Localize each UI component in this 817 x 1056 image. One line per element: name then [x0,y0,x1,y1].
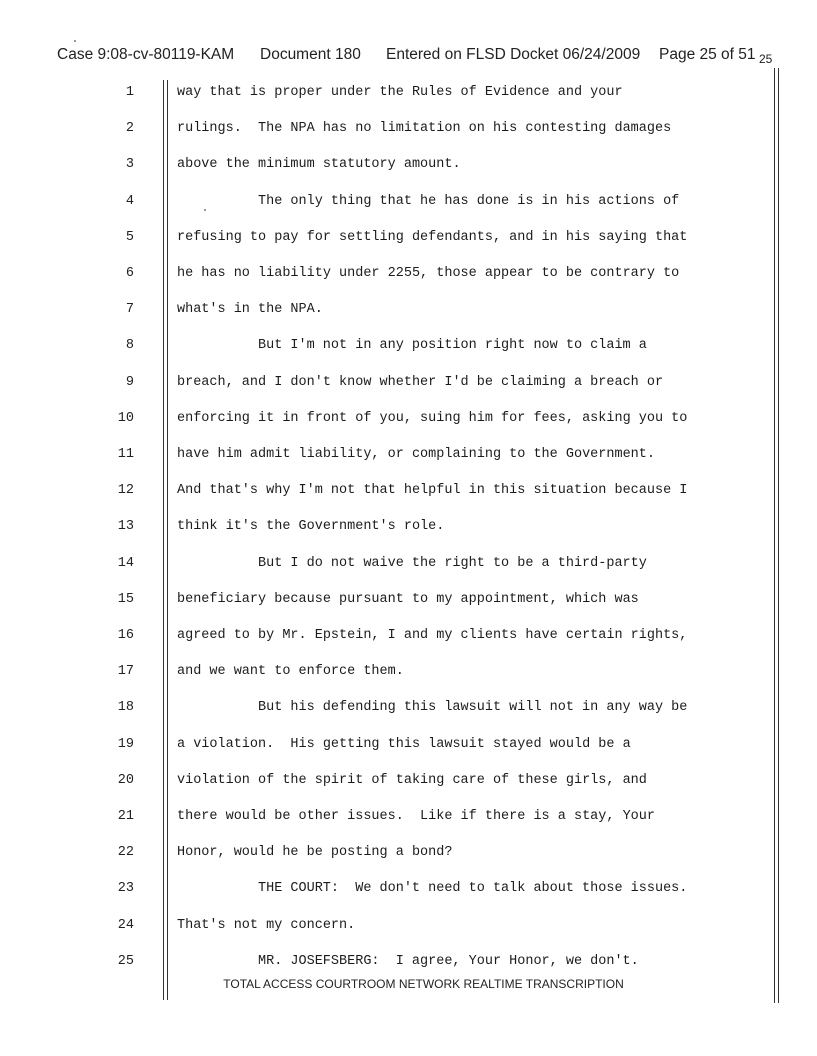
line-number: 3 [125,157,134,173]
transcript-line [0,737,817,757]
transcription-footer: TOTAL ACCESS COURTROOM NETWORK REALTIME TRANSCRIPTION [223,977,624,991]
line-text: breach, and I don't know whether I'd be claiming a breach or [177,374,664,390]
page-of: Page 25 of 51 [659,46,756,63]
line-text: agreed to by Mr. Epstein, I and my clients have certain rights, [177,628,688,643]
entered-date: Entered on FLSD Docket 06/24/2009 [386,46,641,63]
transcript-line [0,918,817,938]
line-text: he has no liability under 2255, those appear to be contrary to [177,266,680,281]
line-number: 25 [117,953,134,969]
line-text: rulings. The NPA has no limitation on his contesting damages [177,121,672,137]
line-text: above the minimum statutory amount. [177,157,461,173]
line-number: 19 [117,736,134,752]
line-text: there would be other issues. Like if there is a stay, Your [177,809,655,824]
line-text: have him admit liability, or complaining to the Government. [177,447,655,462]
transcript-line [0,121,817,141]
line-text: what's in the NPA. [177,302,323,318]
transcript-line [0,483,817,503]
line-number: 7 [125,302,134,318]
scan-speck [74,40,76,42]
line-number: 20 [117,772,134,788]
transcript-line [0,85,817,105]
transcript-line [0,664,817,684]
line-number: 17 [117,664,134,680]
line-number: 14 [117,555,134,571]
line-number: 2 [125,121,134,137]
line-text: THE COURT: We don't need to talk about those issues. [258,881,688,897]
line-number: 23 [117,881,134,897]
line-text: Honor, would he be posting a bond? [177,845,453,861]
transcript-line [0,881,817,901]
transcript-line [0,194,817,214]
transcript-line [0,809,817,829]
line-text: But I do not waive the right to be a third-party [258,555,647,571]
line-text: think it's the Government's role. [177,519,445,535]
transcript-line [0,556,817,576]
line-number: 4 [125,193,134,209]
transcript-line [0,628,817,648]
docket-header [57,46,767,66]
line-number: 8 [125,338,134,354]
line-text: refusing to pay for settling defendants, and in his saying that [177,229,688,245]
line-number: 22 [117,845,134,861]
line-text: MR. JOSEFSBERG: I agree, Your Honor, we don't. [258,953,639,969]
line-number: 11 [117,447,134,462]
scan-speck [204,209,206,211]
transcript-line [0,954,817,974]
line-text: But I'm not in any position right now to claim a [258,338,647,354]
line-number: 9 [125,374,134,390]
line-text: That's not my concern. [177,917,356,933]
document-number: Document 180 [260,46,361,63]
transcript-line [0,845,817,865]
transcript-line [0,411,817,431]
line-number: 16 [117,628,134,643]
line-number: 6 [125,266,134,281]
page-number: 25 [759,52,773,66]
case-number: Case 9:08-cv-80119-KAM [57,46,235,63]
transcript-line [0,375,817,395]
transcript-line [0,266,817,286]
line-number: 21 [117,809,134,824]
line-text: way that is proper under the Rules of Evidence and your [177,85,623,100]
line-text: and we want to enforce them. [177,664,404,680]
transcript-line [0,157,817,177]
line-text: enforcing it in front of you, suing him for fees, asking you to [177,410,688,426]
transcript-line [0,700,817,720]
transcript-line [0,338,817,358]
line-number: 5 [125,229,134,245]
transcript-line [0,302,817,322]
line-number: 15 [117,591,134,607]
line-text: a violation. His getting this lawsuit stayed would be a [177,736,631,752]
line-number: 10 [117,410,134,426]
transcript-line [0,592,817,612]
line-number: 18 [117,700,134,716]
transcript-line [0,230,817,250]
line-text: And that's why I'm not that helpful in this situation because I [177,483,688,499]
line-text: The only thing that he has done is in his actions of [258,193,680,209]
line-number: 13 [117,519,134,535]
line-text: beneficiary because pursuant to my appointment, which was [177,591,639,607]
line-text: But his defending this lawsuit will not in any way be [258,700,688,716]
transcript-line [0,447,817,467]
transcript-line [0,519,817,539]
line-number: 12 [117,483,134,499]
line-number: 24 [117,917,134,933]
line-number: 1 [125,85,134,100]
transcript-line [0,773,817,793]
line-text: violation of the spirit of taking care of these girls, and [177,772,647,788]
